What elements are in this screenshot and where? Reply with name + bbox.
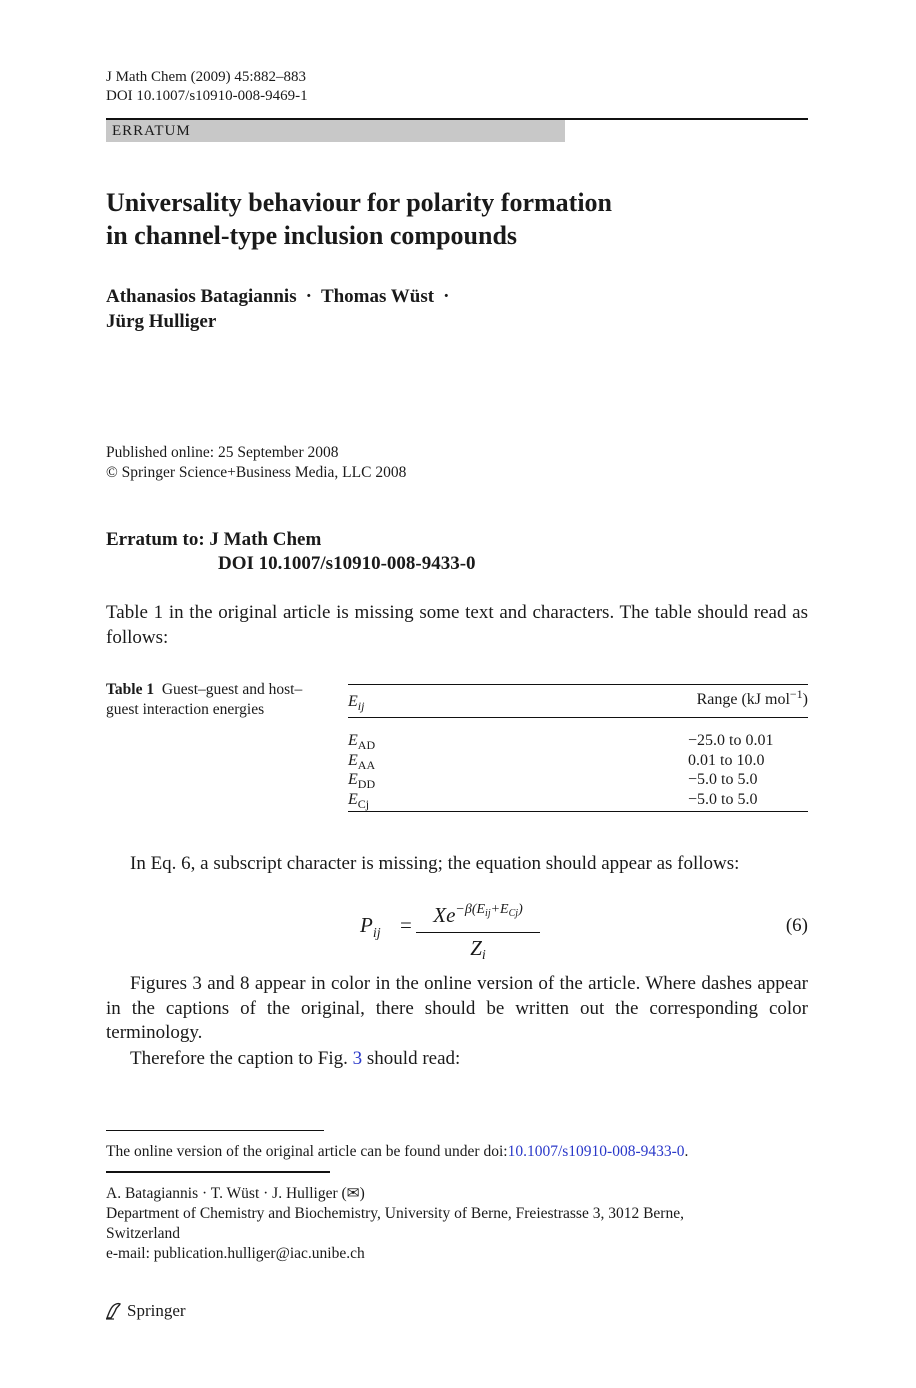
article-doi: DOI 10.1007/s10910-008-9469-1 (106, 88, 308, 104)
equation-denominator: $Z_i$ (470, 936, 486, 963)
author-affiliation (106, 1184, 766, 1264)
original-article-doi-link[interactable]: 10.1007/s10910-008-9433-0 (507, 1143, 685, 1160)
table-bottom-rule (348, 811, 808, 812)
author-name: Athanasios Batagiannis (106, 286, 297, 307)
affiliation-names: A. Batagiannis · T. Wüst · J. Hulliger (✉) (106, 1185, 365, 1202)
table-cell-range: −5.0 to 5.0 (688, 771, 758, 788)
erratum-heading-doi: DOI 10.1007/s10910-008-9433-0 (218, 553, 476, 574)
table-cell-range: −5.0 to 5.0 (688, 790, 758, 808)
table-header-eij: $E_{ij}$ (348, 693, 365, 713)
table-header-rule (348, 717, 808, 718)
author-separator: · (443, 286, 450, 307)
publication-info (106, 443, 406, 483)
section-label: ERRATUM (112, 123, 191, 139)
author-name: Jürg Hulliger (106, 311, 217, 332)
author-name: Thomas Wüst (320, 286, 435, 307)
body-paragraph: Therefore the caption to Fig. 3 should read: (130, 1048, 461, 1069)
table-cell-range: 0.01 to 10.0 (688, 751, 765, 769)
erratum-heading (106, 528, 476, 576)
affiliation-email: e-mail: publication.hulliger@iac.unibe.ch (106, 1245, 365, 1262)
author-separator: · (305, 286, 312, 307)
equation-fraction (416, 895, 540, 969)
table-cell-symbol: $E_{AD}$ (348, 732, 376, 752)
equation-number: (6) (785, 915, 808, 936)
table-cell-symbol: $E_{DD}$ (348, 771, 376, 791)
erratum-heading-line-1: Erratum to: J Math Chem (106, 529, 322, 550)
table-cell-symbol: $E_{AA}$ (348, 751, 376, 772)
equation-numerator: $Xe^{-\beta(E_{ij}+E_{Cj})}$ (433, 902, 523, 927)
journal-header (106, 68, 308, 106)
table-header-range: Range (kJ mol$^{-1}$) (696, 687, 808, 708)
body-paragraph: Figures 3 and 8 appear in color in the online version of the article. Where dashes appear in the captions of the original, there should be written out the corresponding color terminology. (106, 973, 808, 1044)
title-line-1: Universality behaviour for polarity formation (106, 188, 613, 217)
table-label: Table 1 (106, 681, 155, 698)
publisher-name: Springer (127, 1301, 186, 1320)
author-list (106, 284, 626, 334)
equation-lhs: $P_{ij}$ (360, 913, 381, 941)
body-paragraph: Table 1 in the original article is missing some text and characters. The table should read as follows: (106, 602, 808, 648)
affiliation-department: Department of Chemistry and Biochemistry, University of Berne, Freiestrasse 3, 3012 Berne, (106, 1205, 684, 1222)
springer-horse-icon (104, 1301, 124, 1321)
journal-citation: J Math Chem (2009) 45:882–883 (106, 69, 306, 85)
table-cell-range: −25.0 to 0.01 (688, 732, 774, 749)
article-title (106, 186, 706, 252)
footnote-rule (106, 1130, 324, 1131)
copyright-notice: © Springer Science+Business Media, LLC 2008 (106, 464, 407, 481)
published-online-date: Published online: 25 September 2008 (106, 444, 339, 461)
equation-6 (360, 895, 808, 963)
title-line-2: in channel-type inclusion compounds (106, 221, 518, 250)
figure-3-link[interactable]: 3 (352, 1048, 363, 1069)
table-top-rule (348, 684, 808, 685)
affiliation-rule (106, 1171, 330, 1173)
equation-equals: = (400, 913, 412, 937)
fraction-bar (416, 932, 540, 933)
table-caption (106, 680, 326, 720)
affiliation-country: Switzerland (106, 1225, 181, 1242)
table-cell-symbol: $E_{Cj}$ (348, 790, 370, 811)
body-paragraph: In Eq. 6, a subscript character is missing; the equation should appear as follows: (130, 853, 740, 874)
springer-logo (104, 1300, 186, 1322)
footnote: The online version of the original article can be found under doi:10.1007/s10910-008-9433-0. (106, 1143, 689, 1160)
table-caption-text: Guest–guest and host–guest interaction energies (106, 681, 303, 718)
